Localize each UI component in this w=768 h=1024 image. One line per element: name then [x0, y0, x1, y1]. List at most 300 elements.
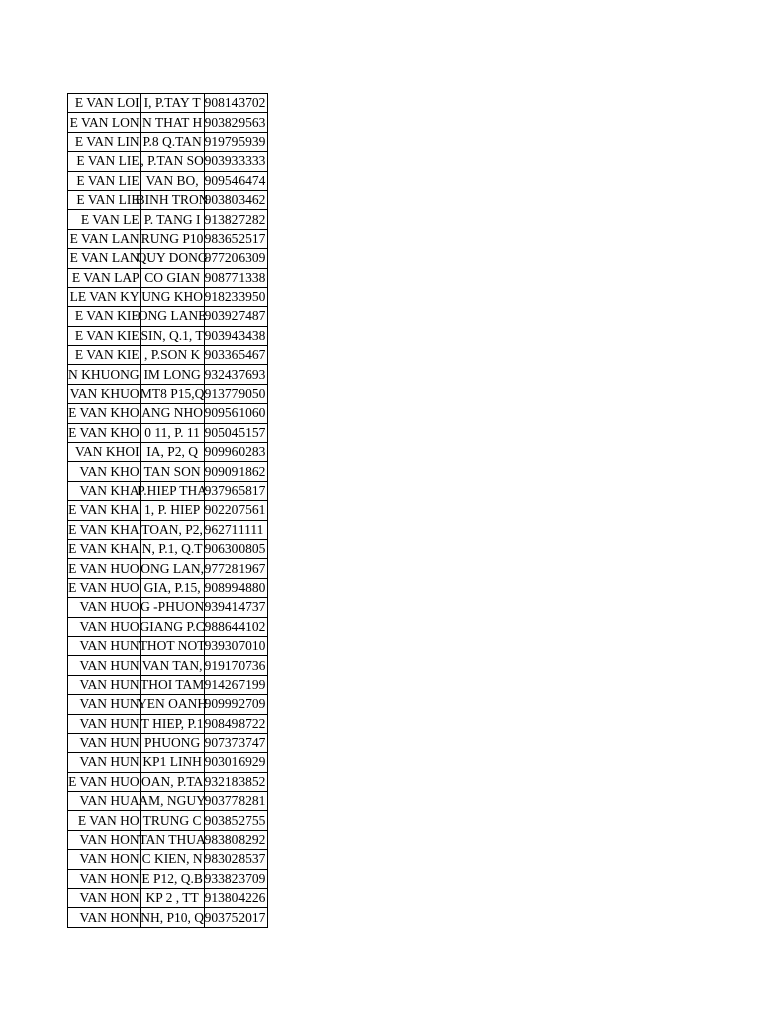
name-cell[interactable] [68, 714, 141, 733]
address-cell[interactable] [140, 365, 204, 384]
phone-cell[interactable] [204, 210, 267, 229]
table-row[interactable] [68, 346, 268, 365]
phone-cell[interactable] [204, 559, 267, 578]
table-row[interactable] [68, 113, 268, 132]
phone-cell[interactable] [204, 811, 267, 830]
phone-cell[interactable] [204, 830, 267, 849]
name-cell-text: VAN HUN [79, 696, 140, 712]
address-cell-text: ONG LAN, [140, 560, 204, 576]
phone-cell[interactable] [204, 578, 267, 597]
address-cell-text: MT8 P15,Q [139, 386, 205, 402]
name-cell-text: VAN HUO [79, 618, 140, 634]
name-cell-text: VAN KHA [79, 483, 140, 498]
table-row[interactable] [68, 190, 268, 209]
name-cell[interactable] [68, 811, 141, 830]
phone-cell-text: 977206309 [204, 250, 266, 266]
table-row[interactable] [68, 772, 268, 791]
phone-cell[interactable] [204, 869, 267, 888]
address-cell-text: VAN BO, [145, 172, 199, 188]
address-cell[interactable] [140, 384, 204, 403]
address-cell-text: CO GIAN [144, 269, 201, 285]
address-cell[interactable] [140, 772, 204, 791]
address-cell-text: THOT NOT [138, 638, 206, 654]
table-row[interactable] [68, 307, 268, 326]
phone-cell-text: 933823709 [204, 870, 266, 886]
name-cell[interactable] [68, 772, 141, 791]
name-cell-text: E VAN LAP [71, 269, 140, 285]
table-row[interactable] [68, 210, 268, 229]
phone-cell[interactable] [204, 908, 267, 927]
address-cell[interactable] [137, 695, 208, 714]
address-cell[interactable] [140, 792, 204, 811]
name-cell[interactable] [68, 559, 141, 578]
name-cell[interactable] [68, 307, 141, 326]
address-cell-text: C KIEN, N [141, 851, 203, 867]
name-cell[interactable] [68, 539, 141, 558]
phone-cell-text: 903943438 [204, 327, 266, 343]
table-row[interactable] [68, 695, 268, 714]
phone-cell[interactable] [204, 889, 267, 908]
name-cell[interactable] [68, 908, 141, 927]
table-row[interactable] [68, 501, 268, 520]
name-cell[interactable] [68, 94, 141, 113]
table-row[interactable] [68, 636, 268, 655]
phone-cell-text: 913804226 [204, 890, 266, 906]
name-cell-text: E VAN KIE [74, 308, 140, 324]
table-row[interactable] [68, 656, 268, 675]
phone-cell-text: 909992709 [204, 696, 266, 712]
table-row[interactable] [68, 249, 268, 268]
name-cell-text: VAN HON [79, 832, 140, 848]
table-row[interactable] [68, 830, 268, 849]
phone-cell[interactable] [204, 94, 267, 113]
name-cell[interactable] [68, 268, 141, 287]
name-cell-text: VAN HON [79, 890, 140, 906]
phone-cell[interactable] [204, 229, 267, 248]
address-cell-text: P. TANG I [143, 211, 201, 227]
name-cell-text: VAN HON [79, 909, 140, 925]
address-cell-text: I, P.TAY T [143, 95, 201, 111]
name-cell-text: N KHUONG [68, 366, 140, 382]
address-cell-text: 0 11, P. 11 [144, 424, 200, 440]
phone-cell[interactable] [204, 152, 267, 171]
name-cell-text: E VAN KHA [68, 502, 140, 518]
address-cell-text: N, P.1, Q.T [141, 541, 203, 557]
address-cell-text: P.HIEP THA [137, 483, 207, 498]
address-cell[interactable] [140, 443, 204, 462]
phone-cell-text: 983808292 [204, 832, 266, 848]
address-cell[interactable] [140, 850, 204, 869]
phone-cell-text: 939414737 [204, 599, 266, 615]
name-cell[interactable] [68, 113, 141, 132]
address-cell[interactable] [140, 578, 204, 597]
name-cell-text: E VAN HUO [68, 560, 140, 576]
address-cell-text: P.8 Q.TAN [142, 133, 202, 149]
phone-cell[interactable] [204, 714, 267, 733]
name-cell[interactable] [68, 889, 141, 908]
phone-cell-text: 909960283 [204, 444, 266, 460]
phone-cell-text: 902207561 [204, 502, 266, 518]
name-cell-text: VAN HUN [79, 754, 140, 770]
table-row[interactable] [68, 559, 268, 578]
phone-cell[interactable] [204, 850, 267, 869]
address-cell[interactable] [140, 229, 204, 248]
phone-cell-text: 903852755 [204, 812, 266, 828]
name-cell[interactable] [68, 287, 141, 306]
phone-cell[interactable] [204, 675, 267, 694]
phone-cell-text: 919795939 [204, 133, 266, 149]
phone-cell-text: 903016929 [204, 754, 266, 770]
table-row[interactable] [68, 229, 268, 248]
table-row[interactable] [68, 171, 268, 190]
address-cell-text: BINH TRON [135, 192, 209, 208]
address-cell-text: E P12, Q.B [141, 870, 203, 886]
address-cell[interactable] [140, 462, 204, 481]
table-row[interactable] [68, 811, 268, 830]
table-row[interactable] [68, 598, 268, 617]
phone-cell-text: 983028537 [204, 851, 266, 867]
phone-cell-text: 939307010 [204, 638, 266, 654]
name-cell[interactable] [68, 443, 141, 462]
name-cell[interactable] [68, 830, 141, 849]
name-cell[interactable] [68, 132, 141, 151]
table-row[interactable] [68, 539, 268, 558]
phone-cell[interactable] [204, 598, 267, 617]
table-row[interactable] [68, 365, 268, 384]
phone-cell[interactable] [204, 326, 267, 345]
phone-cell-text: 909561060 [204, 405, 266, 421]
address-cell[interactable] [140, 636, 204, 655]
table-row[interactable] [68, 792, 268, 811]
address-cell-text: OAN, P.TA [140, 773, 204, 789]
phone-cell-text: 908143702 [204, 95, 266, 111]
name-cell-text: LE VAN KY [69, 289, 140, 305]
name-cell[interactable] [68, 326, 141, 345]
address-cell-text: PHUONG [143, 735, 201, 751]
table-row[interactable] [68, 462, 268, 481]
address-cell[interactable] [140, 830, 204, 849]
address-cell-text: TOAN, P2, [141, 521, 203, 537]
name-cell-text: E VAN LIE [76, 153, 140, 169]
name-cell-text: E VAN KHO [68, 424, 140, 440]
phone-cell-text: 903927487 [204, 308, 266, 324]
name-cell[interactable] [68, 617, 141, 636]
phone-cell[interactable] [204, 268, 267, 287]
table-row[interactable] [68, 908, 268, 927]
name-cell[interactable] [68, 404, 141, 423]
table-row[interactable] [68, 520, 268, 539]
address-cell-text: TAN THUA [138, 832, 206, 848]
phone-cell-text: 908498722 [204, 715, 266, 731]
name-cell[interactable] [68, 850, 141, 869]
name-cell-text: E VAN HUO [68, 579, 140, 595]
name-cell-text: VAN HUN [79, 657, 140, 673]
address-cell[interactable] [140, 908, 204, 927]
address-cell[interactable] [140, 598, 204, 617]
name-cell-text: VAN HUA [79, 793, 140, 809]
phone-cell[interactable] [204, 462, 267, 481]
table-row[interactable] [68, 578, 268, 597]
name-cell[interactable] [68, 423, 141, 442]
phone-cell[interactable] [204, 346, 267, 365]
address-cell[interactable] [140, 404, 204, 423]
address-cell-text: YEN OANH [137, 696, 208, 712]
name-cell[interactable] [68, 346, 141, 365]
name-cell-text: VAN KHUO [69, 386, 140, 402]
address-cell-text: TAN SON [143, 463, 201, 479]
name-cell[interactable] [68, 481, 141, 500]
name-cell-text: E VAN HO [77, 812, 140, 828]
name-cell-text: E VAN LIN [74, 133, 140, 149]
phone-cell-text: 909091862 [204, 463, 266, 479]
name-cell-text: E VAN KHA [68, 541, 140, 557]
phone-cell[interactable] [204, 287, 267, 306]
table-row[interactable] [68, 753, 268, 772]
address-cell[interactable] [140, 287, 204, 306]
address-cell-text: GIANG P.C [139, 618, 205, 634]
name-cell-text: E VAN LON [69, 114, 140, 130]
address-cell-text: QUY DONG [136, 250, 208, 266]
name-cell-text: VAN HUN [79, 715, 140, 731]
table-row[interactable] [68, 714, 268, 733]
phone-cell[interactable] [204, 501, 267, 520]
phone-cell-text: 977281967 [204, 560, 266, 576]
phone-cell-text: 906300805 [204, 541, 266, 557]
phone-cell[interactable] [204, 443, 267, 462]
name-cell[interactable] [68, 598, 141, 617]
name-cell-text: E VAN LIE [76, 172, 140, 188]
phone-cell-text: 903933333 [204, 153, 266, 169]
address-cell-text: G -PHUON [140, 599, 205, 615]
phone-cell[interactable] [204, 384, 267, 403]
address-cell[interactable] [140, 656, 204, 675]
name-cell[interactable] [68, 384, 141, 403]
address-cell-text: 1, P. HIEP [143, 502, 201, 518]
phone-cell-text: 907373747 [204, 735, 266, 751]
phone-cell[interactable] [204, 113, 267, 132]
table-row[interactable] [68, 94, 268, 113]
address-cell-text: SIN, Q.1, T [140, 327, 204, 343]
address-cell[interactable] [140, 113, 204, 132]
phone-cell[interactable] [204, 190, 267, 209]
phone-cell-text: 909546474 [204, 172, 266, 188]
phone-cell[interactable] [204, 733, 267, 752]
table-row[interactable] [68, 443, 268, 462]
address-cell-text: IM LONG [143, 366, 201, 382]
phone-cell-text: 937965817 [204, 483, 266, 498]
name-cell[interactable] [68, 675, 141, 694]
phone-cell[interactable] [204, 423, 267, 442]
table-row[interactable] [68, 326, 268, 345]
address-cell[interactable] [140, 869, 204, 888]
name-cell[interactable] [68, 578, 141, 597]
name-cell-text: E VAN LOI [74, 95, 140, 111]
address-cell[interactable] [140, 268, 204, 287]
phone-cell-text: 914267199 [204, 676, 266, 692]
table-row[interactable] [68, 850, 268, 869]
address-cell[interactable] [140, 346, 204, 365]
name-cell[interactable] [68, 733, 141, 752]
address-cell-text: KP1 LINH [142, 754, 202, 770]
table-row[interactable] [68, 733, 268, 752]
address-cell-text: GIA, P.15, [143, 579, 201, 595]
name-cell[interactable] [68, 695, 141, 714]
table-row[interactable] [68, 384, 268, 403]
phone-cell-text: 913827282 [204, 211, 266, 227]
address-cell-text: IA, P2, Q [146, 444, 198, 460]
address-cell[interactable] [140, 811, 204, 830]
name-cell-text: VAN HUN [79, 638, 140, 654]
name-cell-text: E VAN KIE [74, 347, 140, 363]
name-cell[interactable] [68, 229, 141, 248]
name-cell-text: E VAN LAN [69, 250, 140, 266]
table-row[interactable] [68, 889, 268, 908]
address-cell[interactable] [140, 889, 204, 908]
address-cell[interactable] [140, 94, 204, 113]
address-cell[interactable] [137, 307, 207, 326]
phone-cell-text: 932437693 [204, 366, 266, 382]
table-row[interactable] [68, 481, 268, 500]
phone-cell-text: 962711111 [204, 521, 264, 537]
name-cell[interactable] [68, 501, 141, 520]
table-row[interactable] [68, 152, 268, 171]
address-cell-text: RUNG P10 [140, 230, 204, 246]
phone-cell-text: 913779050 [204, 386, 266, 402]
address-cell[interactable] [140, 132, 204, 151]
name-cell-text: E VAN LE [80, 211, 140, 227]
name-cell[interactable] [68, 210, 141, 229]
contact-table [67, 93, 268, 928]
table-row[interactable] [68, 287, 268, 306]
name-cell[interactable] [68, 656, 141, 675]
address-cell-text: NH, P10, Q [140, 909, 204, 925]
address-cell[interactable] [140, 753, 204, 772]
phone-cell-text: 908994880 [204, 579, 266, 595]
name-cell[interactable] [68, 365, 141, 384]
name-cell-text: VAN HUN [79, 735, 140, 751]
phone-cell[interactable] [204, 171, 267, 190]
address-cell[interactable] [140, 559, 204, 578]
phone-cell[interactable] [204, 481, 267, 500]
address-cell[interactable] [140, 152, 204, 171]
name-cell-text: VAN HUN [79, 676, 140, 692]
phone-cell[interactable] [204, 307, 267, 326]
address-cell[interactable] [140, 171, 204, 190]
table-row[interactable] [68, 404, 268, 423]
address-cell-text: THOI TAM [139, 676, 205, 692]
name-cell-text: E VAN LAN [69, 230, 140, 246]
address-cell[interactable] [137, 481, 207, 500]
phone-cell[interactable] [204, 520, 267, 539]
name-cell[interactable] [68, 462, 141, 481]
phone-cell[interactable] [204, 792, 267, 811]
phone-cell[interactable] [204, 365, 267, 384]
name-cell-text: E VAN KHA [68, 521, 140, 537]
phone-cell[interactable] [204, 656, 267, 675]
address-cell[interactable] [136, 249, 208, 268]
name-cell[interactable] [68, 520, 141, 539]
phone-cell[interactable] [204, 132, 267, 151]
name-cell-text: VAN HUO [79, 599, 140, 615]
address-cell[interactable] [140, 326, 204, 345]
table-row[interactable] [68, 869, 268, 888]
name-cell[interactable] [68, 753, 141, 772]
phone-cell[interactable] [204, 539, 267, 558]
table-row[interactable] [68, 675, 268, 694]
phone-cell-text: 983652517 [204, 230, 266, 246]
phone-cell-text: 903365467 [204, 347, 266, 363]
address-cell[interactable] [135, 190, 209, 209]
table-row[interactable] [68, 268, 268, 287]
name-cell[interactable] [68, 171, 141, 190]
phone-cell[interactable] [204, 404, 267, 423]
table-row[interactable] [68, 132, 268, 151]
phone-cell[interactable] [204, 753, 267, 772]
address-cell-text: AM, NGUY [138, 793, 206, 809]
name-cell-text: VAN HON [79, 851, 140, 867]
name-cell-text: VAN HON [79, 870, 140, 886]
phone-cell[interactable] [204, 772, 267, 791]
address-cell[interactable] [140, 501, 204, 520]
name-cell[interactable] [68, 869, 141, 888]
name-cell-text: E VAN KHO [68, 405, 140, 421]
name-cell[interactable] [68, 792, 141, 811]
address-cell[interactable] [140, 617, 204, 636]
phone-cell-text: 919170736 [204, 657, 266, 673]
phone-cell-text: 932183852 [204, 773, 266, 789]
address-cell-text: UNG KHO [141, 289, 204, 305]
address-cell[interactable] [140, 675, 204, 694]
address-cell-text: ONG LANE [137, 308, 207, 324]
address-cell[interactable] [140, 733, 204, 752]
phone-cell[interactable] [204, 636, 267, 655]
address-cell-text: VAN TAN, [141, 657, 203, 673]
name-cell-text: E VAN LIE [76, 192, 140, 208]
address-cell-text: N THAT H [141, 114, 203, 130]
phone-cell[interactable] [204, 617, 267, 636]
name-cell[interactable] [68, 190, 141, 209]
phone-cell[interactable] [204, 249, 267, 268]
name-cell-text: E VAN HUO [68, 773, 140, 789]
name-cell-text: VAN KHOI [74, 444, 140, 460]
address-cell[interactable] [140, 714, 204, 733]
phone-cell-text: 903752017 [204, 909, 266, 925]
address-cell-text: , P.TAN SO [140, 153, 204, 169]
phone-cell-text: 918233950 [204, 289, 266, 305]
address-cell[interactable] [140, 423, 204, 442]
table-row[interactable] [68, 617, 268, 636]
address-cell-text: ANG NHO [141, 405, 204, 421]
table-row[interactable] [68, 423, 268, 442]
phone-cell[interactable] [204, 695, 267, 714]
address-cell-text: T HIEP, P.1 [140, 715, 204, 731]
name-cell[interactable] [68, 152, 141, 171]
phone-cell-text: 908771338 [204, 269, 266, 285]
name-cell[interactable] [68, 249, 141, 268]
contact-table-body [68, 94, 268, 928]
name-cell[interactable] [68, 636, 141, 655]
name-cell-text: VAN KHO [79, 463, 140, 479]
phone-cell-text: 903829563 [204, 114, 266, 130]
address-cell[interactable] [140, 539, 204, 558]
address-cell-text: , P.SON K [143, 347, 201, 363]
phone-cell-text: 988644102 [204, 618, 266, 634]
address-cell[interactable] [140, 210, 204, 229]
address-cell-text: TRUNG C [142, 812, 202, 828]
phone-cell-text: 903803462 [204, 192, 266, 208]
address-cell[interactable] [140, 520, 204, 539]
name-cell-text: E VAN KIE [74, 327, 140, 343]
